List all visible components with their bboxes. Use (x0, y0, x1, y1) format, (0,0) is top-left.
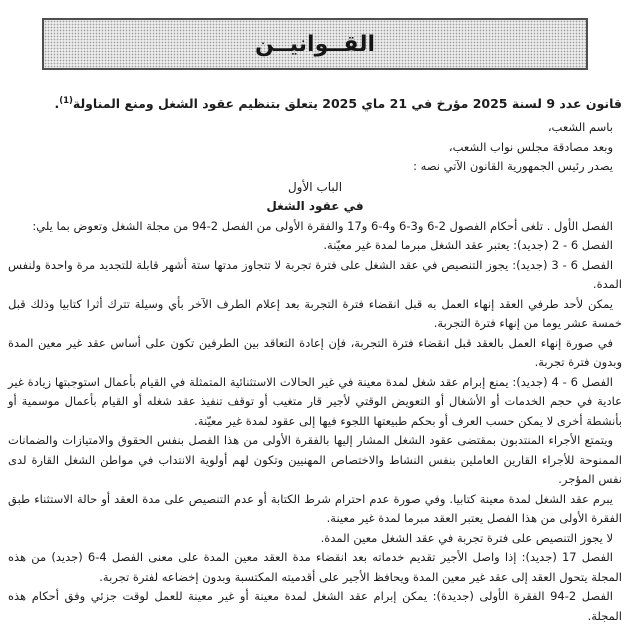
article-text: يمكن إبرام عقد الشغل لمدة معينة أو غير معينة للعمل لوقت جزئي وفق أحكام هذه المجلة. (8, 589, 622, 623)
article-lead: الفصل 6 - 4 (جديد): (512, 374, 614, 389)
article-text: يعتبر عقد الشغل مبرما لمدة غير معيّنة. (323, 238, 514, 253)
preamble-line-parliament-approval: وبعد مصادقة مجلس نواب الشعب، (448, 139, 613, 154)
article-paragraph-4 (8, 295, 622, 334)
article-paragraph-9 (8, 529, 622, 549)
article-paragraph-7 (8, 431, 622, 490)
article-text: يمكن لأحد طرفي العقد إنهاء العمل به قبل انقضاء فترة التجربة بعد إعلام الطرف الآخر بأي وسيلة تترك أثرا كتابيا وذلك قبل خمسة عشر يوما من إنهاء فترة التجربة. (8, 296, 622, 331)
article-lead: الفصل 6 - 2 (جديد): (513, 238, 613, 253)
article-lead: الفصل 17 (جديد): (521, 550, 613, 565)
article-paragraph-10 (8, 548, 622, 587)
article-paragraph-5 (8, 334, 622, 373)
article-text: ويتمتع الأجراء المنتدبون بمقتضى عقود الشغل المشار إليها بالفقرة الأولى من هذا الفصل بنفس الحقوق والامتيازات والضمانات الممنوحة للأجراء القارين العاملين بنفس النشاط والاختصاص المهنيين وتكون لهم أولوية الانتداب في مواطن الشغل القارة لدى نفس المؤجر. (8, 433, 622, 487)
preamble-line-president-promulgation: يصدر رئيس الجمهورية القانون الآتي نصه : (413, 159, 613, 174)
article-text: يبرم عقد الشغل لمدة معينة كتابيا. وفي صورة عدم احترام شرط الكتابة أو عدم التنصيص على مدة العقد أو حالة الاستثناء طبق الفقرة الأولى من هذا الفصل يعتبر العقد مبرما لمدة غير معينة. (8, 491, 622, 526)
footnote-ref: (1) (59, 96, 73, 106)
article-text: في صورة إنهاء العمل بالعقد قبل انقضاء فترة التجربة، فإن إعادة التعاقد بين الطرفين تكون على أساس عقد غير معين المدة وبدون فترة تجربة. (8, 335, 622, 370)
article-paragraph-8 (8, 490, 622, 529)
laws-banner-title: القــوانيــن (254, 31, 376, 57)
article-paragraph-11 (8, 587, 622, 626)
article-paragraph-6 (8, 373, 622, 432)
laws-section-banner (42, 18, 588, 70)
law-title (8, 92, 622, 113)
article-lead: الفصل الأول (554, 218, 613, 233)
law-title-text: قانون عدد 9 لسنة 2025 مؤرخ في 21 ماي 2025 يتعلق بتنظيم عقود الشغل ومنع المناولة (72, 96, 622, 112)
article-text: . تلغى أحكام الفصول 2-6 و3-6 و4-6 و17 والفقرة الأولى من الفصل 2-94 من مجلة الشغل وتعوض بما يلي: (32, 218, 555, 233)
law-title-period: . (54, 96, 60, 112)
article-paragraph-3 (8, 256, 622, 295)
preamble-line-in-the-name-of-people: باسم الشعب، (547, 120, 613, 135)
article-text: لا يجوز التنصيص على فترة تجربة في عقد الشغل معين المدة. (320, 530, 613, 545)
article-lead: الفصل 6 - 3 (جديد): (512, 257, 614, 272)
chapter-heading: الباب الأول (287, 179, 343, 194)
article-paragraph-2 (8, 236, 622, 256)
chapter-subheading: في عقود الشغل (266, 199, 364, 214)
article-paragraph-1 (8, 217, 622, 237)
article-text: يجوز التنصيص في عقد الشغل على فترة تجربة لا تتجاوز مدتها ستة أشهر قابلة للتجديد مرة واحدة ولنفس المدة. (8, 257, 622, 292)
article-text: إذا واصل الأجير تقديم خدماته بعد انقضاء مدة العقد معين المدة على معنى الفصل 4-6 (جديد) من هذه المجلة يتحول العقد إلى عقد غير معين المدة ويحافظ الأجير على أقدميته المكتسبة وبدون إخضاعه لفترة تجربة. (8, 550, 622, 584)
article-text: يمنع إبرام عقد شغل لمدة معينة في غير الحالات الاستثنائية المتمثلة في القيام بأعمال استوجبتها زيادة غير عادية في حجم الخدمات أو الأشغال أو التعويض الوقتي لأجير قار متغيب أو توقف تنفيذ عقد شغله أو القيام بأعمال موسمية أو بأنشطة أخرى لا يمكن حسب العرف أو بحكم طبيعتها اللجوء فيها إلى عقود لمدة غير معيّنة. (8, 374, 622, 428)
article-lead: الفصل 2-94 الفقرة الأولى (جديدة): (432, 589, 613, 604)
